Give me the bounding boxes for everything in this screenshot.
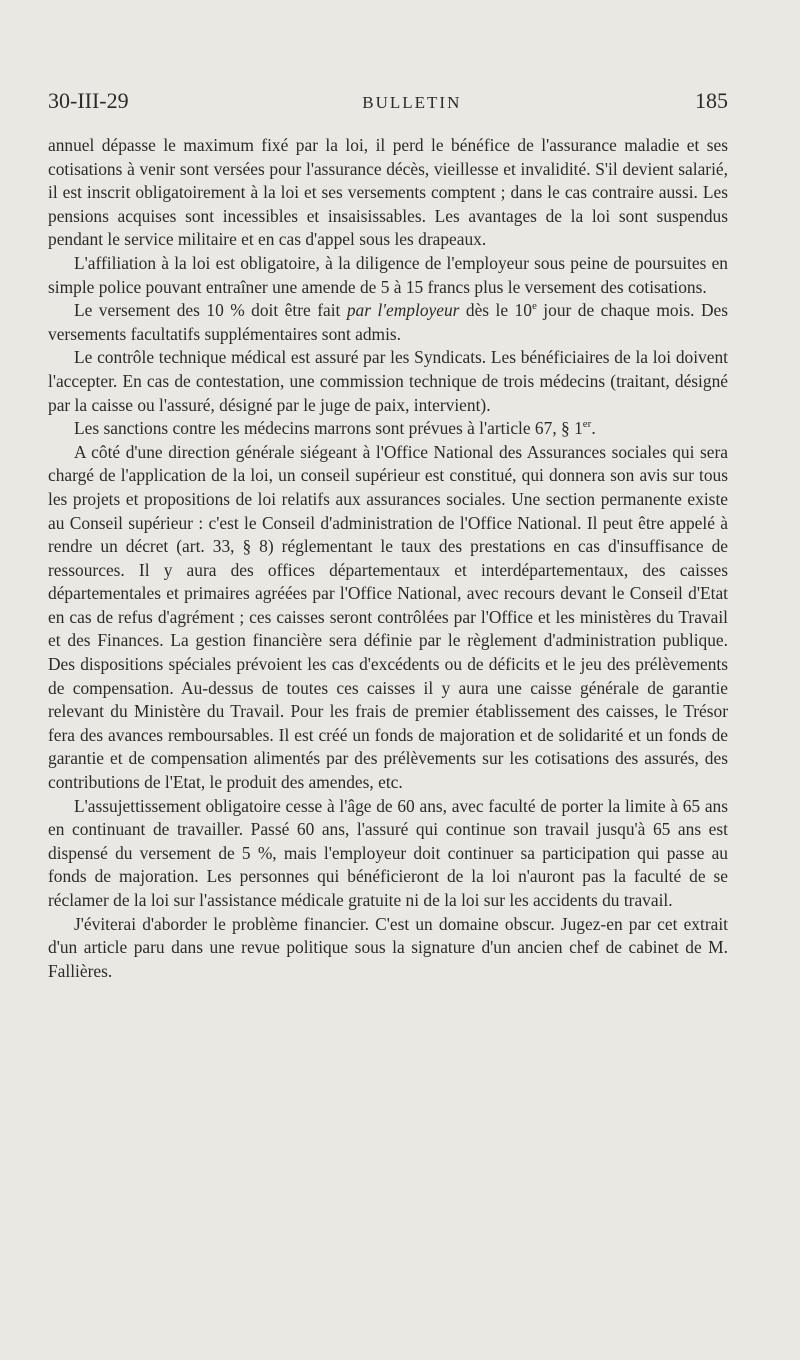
page-number: 185 — [694, 88, 728, 113]
paragraph-5 — [48, 417, 728, 441]
superscript: e — [531, 300, 537, 313]
paragraph-3-part: jour de chaque mois. Des versements facultatifs supplémentaires sont admis. — [48, 300, 729, 344]
paragraph-4: Le contrôle technique médical est assuré par les Syndicats. Les bénéficiaires de la loi doivent l'accepter. En cas de contestation, une commission technique de trois médecins (traitant, désigné par la caisse ou l'assuré, désigné par le juge de paix, intervient). — [48, 347, 728, 415]
header-title: BULLETIN — [362, 93, 462, 112]
paragraph-3-italic: par l'employeur — [346, 300, 460, 321]
paragraph-5-part: Les sanctions contre les médecins marrons sont prévues à l'article 67, § 1 — [74, 418, 583, 439]
paragraph-3 — [48, 299, 728, 346]
paragraph-5-part: . — [591, 418, 596, 439]
paragraph-3-part: dès le 10 — [459, 300, 532, 321]
paragraph-2: L'affiliation à la loi est obligatoire, à la diligence de l'employeur sous peine de poursuites en simple police pouvant entraîner une amende de 5 à 15 francs plus le versement des cotisations. — [48, 252, 728, 297]
superscript: er — [582, 418, 592, 431]
paragraph-6: A côté d'une direction générale siégeant à l'Office National des Assurances sociales qui sera chargé de l'application de la loi, un conseil supérieur est constitué, qui donnera son avis sur tous les projets et propositions de loi relatifs aux assurances sociales. Une section permanente existe au Conseil supérieur : c'est le Conseil d'administration de l'Office National. Il peut être appelé à rendre un décret (art. 33, § 8) réglementant le taux des prestations en cas d'insuffisance de ressources. Il y aura des offices départementaux et interdépartementaux, des caisses départementales et primaires agréées par l'Office National, avec recours devant le Conseil d'Etat en cas de refus d'agrément ; ces caisses seront contrôlées par l'Office et les ministères du Travail et des Finances. La gestion financière sera définie par le règlement d'administration publique. Des dispositions spéciales prévoient les cas d'excédents ou de déficits et le jeu des prélèvements de compensation. Au-dessus de toutes ces caisses il y aura une caisse générale de garantie relevant du Ministère du Travail. Pour les frais de premier établissement des caisses, le Trésor fera des avances remboursables. Il est créé un fonds de majoration et de solidarité et un fonds de garantie et de compensation alimentés par des prélèvements sur les cotisations des assurés, des contributions de l'Etat, le produit des amendes, etc. — [48, 441, 728, 793]
paragraph-3-part: Le versement des 10 % doit être fait — [74, 300, 347, 321]
paragraph-8: J'éviterai d'aborder le problème financier. C'est un domaine obscur. Jugez-en par cet extrait d'un article paru dans une revue politique sous la signature d'un ancien chef de cabinet de M. Fallières. — [48, 913, 728, 981]
header-date: 30-III-29 — [48, 88, 129, 113]
paragraph-7: L'assujettissement obligatoire cesse à l'âge de 60 ans, avec faculté de porter la limite à 65 ans en continuant de travailler. Passé 60 ans, l'assuré qui continue son travail jusqu'à 65 ans est dispensé du versement de 5 %, mais l'employeur doit continuer sa participation qui passe au fonds de majoration. Les personnes qui bénéficieront de la loi n'auront pas la faculté de se réclamer de la loi sur l'assistance médicale gratuite ni de la loi sur les accidents du travail. — [48, 795, 728, 910]
body-text — [48, 134, 728, 983]
running-header — [48, 88, 728, 114]
paragraph-1: annuel dépasse le maximum fixé par la loi, il perd le bénéfice de l'assurance maladie et ses cotisations à venir sont versées pour l'assurance décès, vieillesse et invalidité. S'il devient salarié, il est inscrit obligatoirement à la loi et ses versements comptent ; dans le cas contraire aussi. Les pensions acquises sont incessibles et insaisissables. Les avantages de la loi sont suspendus pendant le service militaire et en cas d'appel sous les drapeaux. — [48, 135, 728, 250]
